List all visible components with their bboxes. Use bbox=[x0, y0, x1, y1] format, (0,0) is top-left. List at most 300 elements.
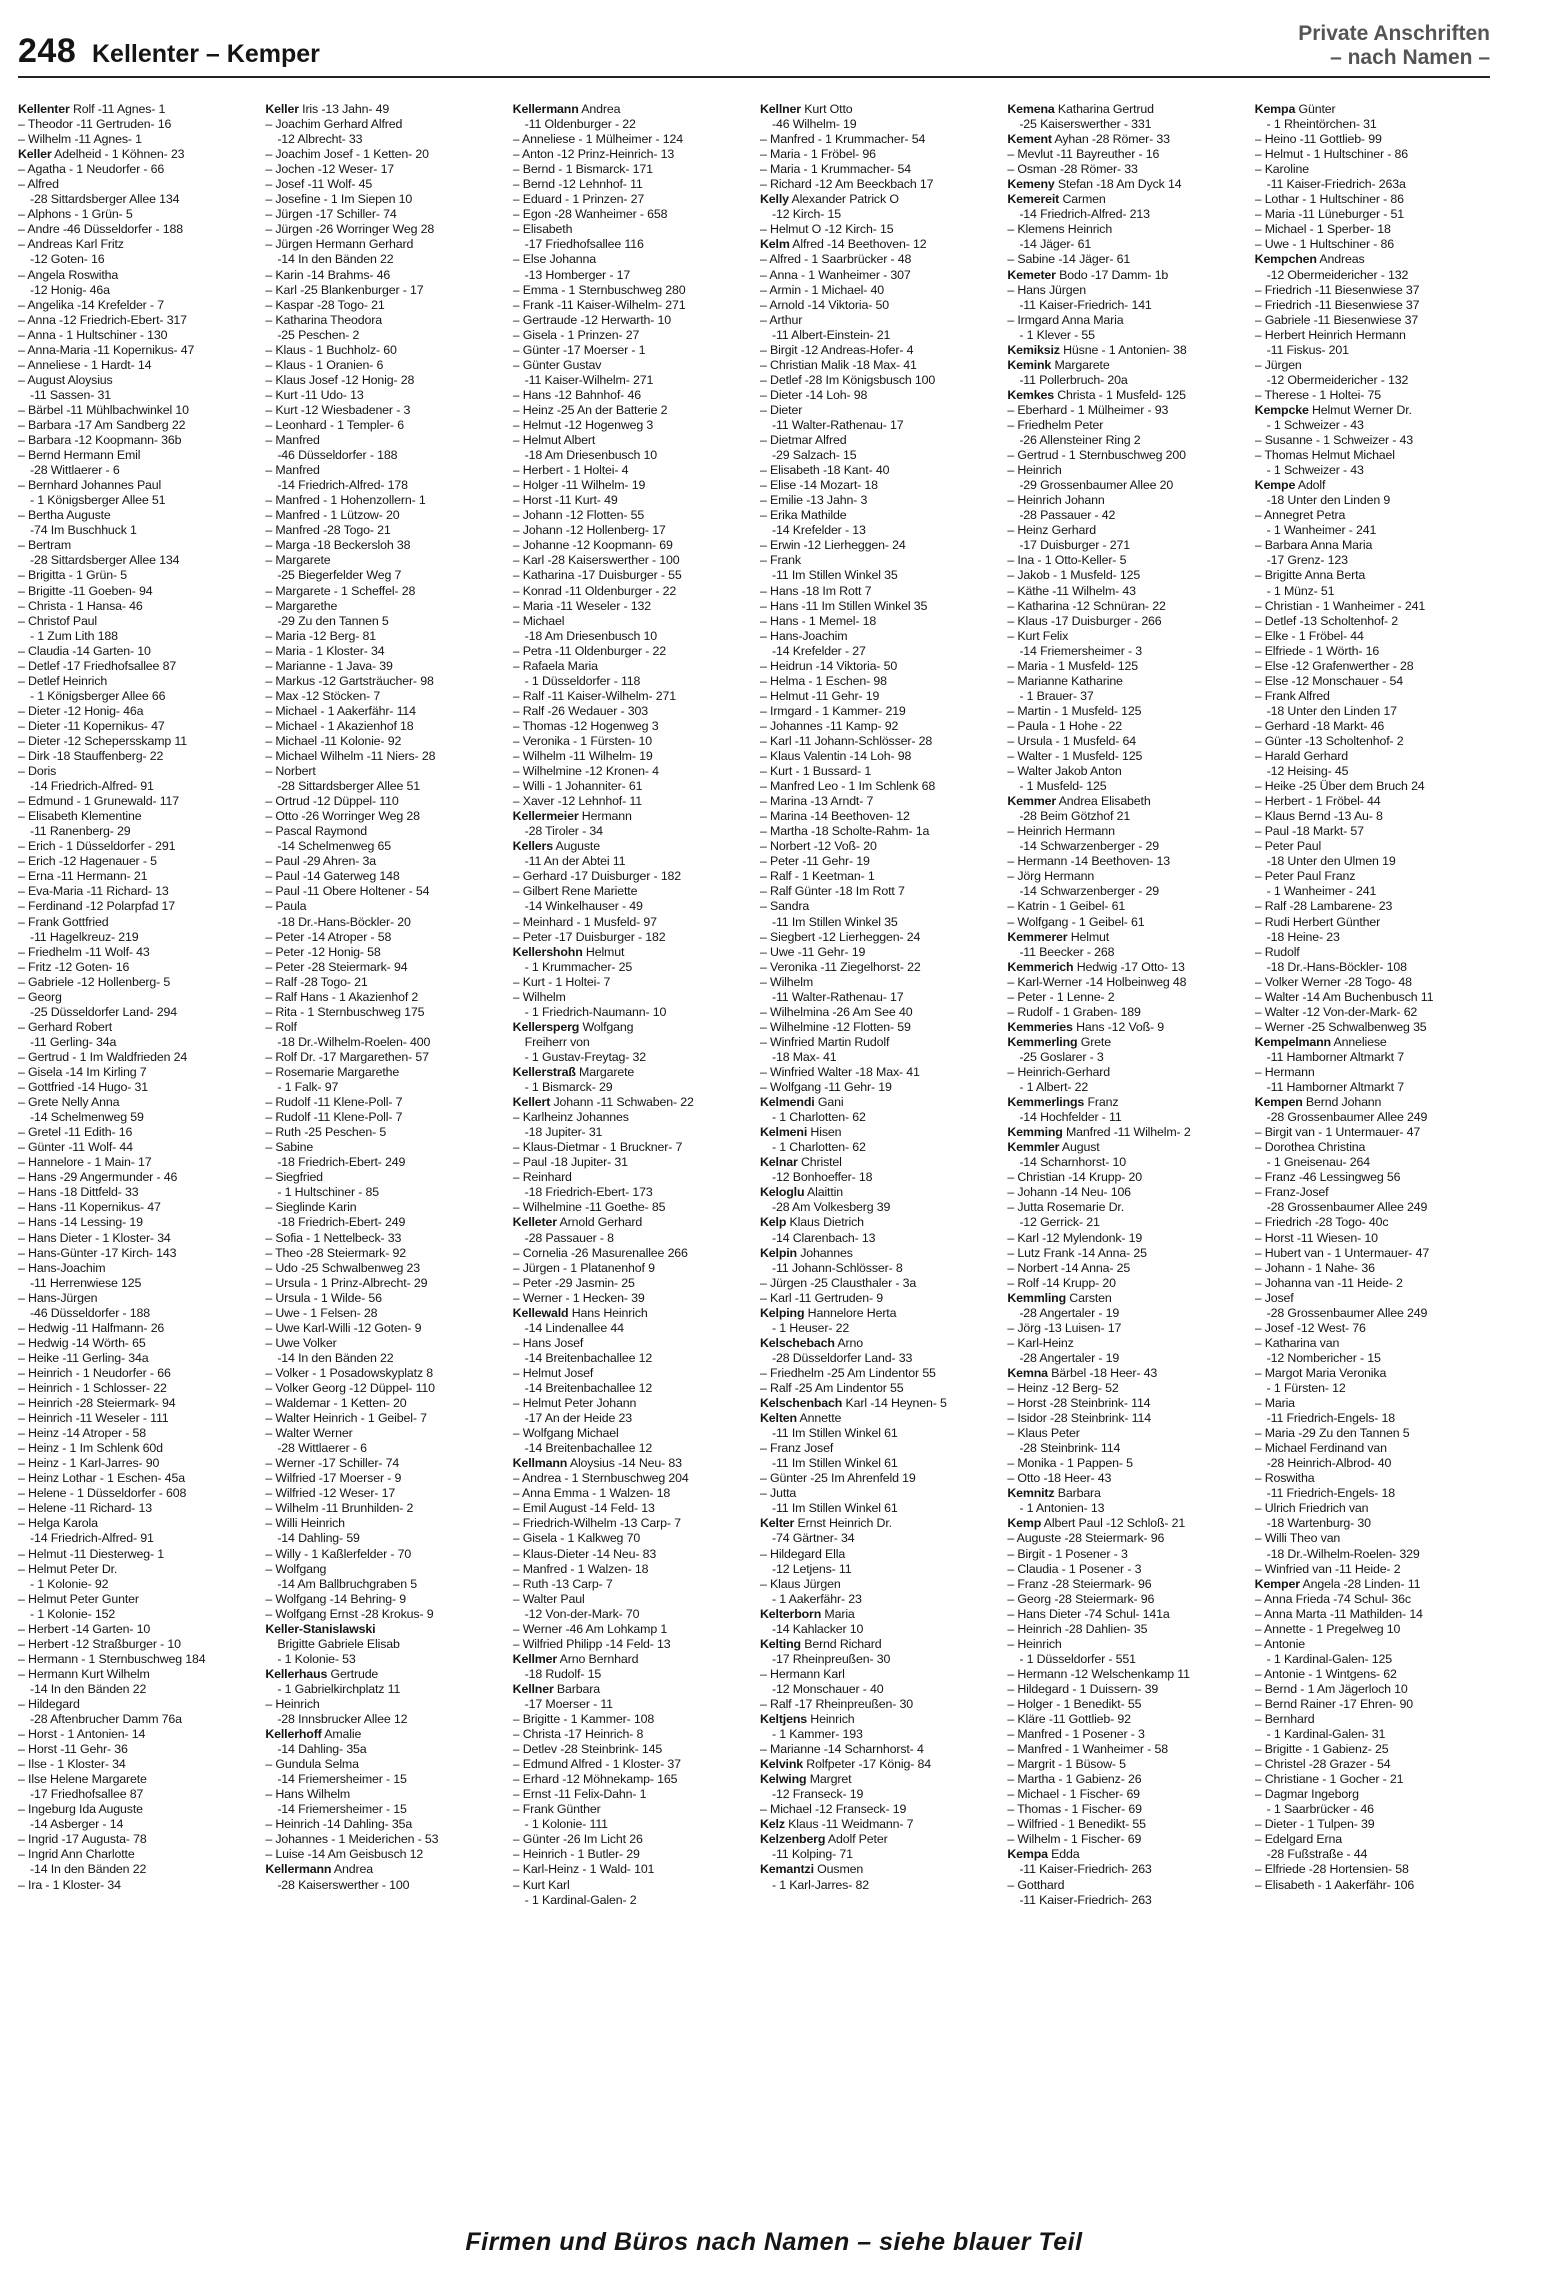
directory-entry bbox=[1007, 584, 1246, 599]
entry-text: Klaus Dietrich bbox=[786, 1215, 864, 1230]
entry-surname: Kelm bbox=[759, 237, 790, 252]
entry-text: Rudolf -11 Klene-Poll- 7 bbox=[275, 1095, 403, 1110]
directory-entry bbox=[760, 147, 999, 162]
entry-surname: Kemink bbox=[1007, 357, 1052, 372]
entry-text: -12 Monschauer - 40 bbox=[771, 1681, 884, 1696]
entry-text: -18 Dr.-Hans-Böckler- 108 bbox=[1266, 959, 1407, 974]
directory-entry bbox=[265, 1095, 504, 1110]
entry-text: Hedwig -11 Halfmann- 26 bbox=[28, 1320, 165, 1335]
directory-entry bbox=[1255, 1170, 1494, 1185]
directory-entry bbox=[265, 1592, 504, 1607]
entry-text: -11 Walter-Rathenau- 17 bbox=[771, 417, 904, 432]
directory-entry bbox=[1255, 403, 1494, 418]
directory-entry bbox=[513, 809, 752, 824]
directory-entry bbox=[513, 1291, 752, 1306]
directory-entry bbox=[1255, 734, 1494, 749]
directory-entry bbox=[760, 945, 999, 960]
entry-text: -11 Herrenwiese 125 bbox=[30, 1275, 142, 1290]
directory-entry bbox=[1255, 960, 1494, 975]
entry-text: Walter Jakob Anton bbox=[1017, 764, 1122, 779]
directory-entry bbox=[265, 945, 504, 960]
entry-text: - 1 Kolonie- 111 bbox=[524, 1817, 608, 1832]
directory-entry bbox=[265, 1682, 504, 1697]
directory-entry bbox=[1007, 478, 1246, 493]
entry-text: Wolfgang Michael bbox=[522, 1426, 619, 1441]
directory-entry bbox=[265, 1847, 504, 1862]
directory-entry bbox=[1007, 1697, 1246, 1712]
entry-text: Ousmen bbox=[813, 1862, 864, 1877]
entry-text: -28 Steinbrink- 114 bbox=[1019, 1441, 1121, 1456]
directory-entry bbox=[1007, 117, 1246, 132]
entry-text: -18 Friedrich-Ebert- 249 bbox=[277, 1215, 406, 1230]
directory-entry bbox=[760, 1878, 999, 1893]
entry-surname: Kelpin bbox=[759, 1245, 797, 1260]
entry-text: Hermann -14 Beethoven- 13 bbox=[1017, 854, 1170, 869]
entry-surname: Kemna bbox=[1007, 1365, 1048, 1380]
entry-text: Hüsne - 1 Antonien- 38 bbox=[1059, 342, 1187, 357]
directory-entry bbox=[1007, 1742, 1246, 1757]
entry-text: Katrin - 1 Geibel- 61 bbox=[1017, 899, 1126, 914]
directory-entry bbox=[760, 1516, 999, 1531]
entry-text: Heinrich-Gerhard bbox=[1017, 1065, 1110, 1079]
entry-text: Bärbel -18 Heer- 43 bbox=[1047, 1365, 1158, 1380]
directory-entry bbox=[265, 1110, 504, 1125]
entry-text: Brigitta - 1 Grün- 5 bbox=[28, 568, 127, 583]
entry-text: Heinrich bbox=[1017, 463, 1062, 478]
entry-text: -14 In den Bänden 22 bbox=[30, 1862, 147, 1877]
entry-text: -11 Johann-Schlösser- 8 bbox=[771, 1260, 903, 1275]
directory-entry bbox=[1007, 523, 1246, 538]
entry-text: -28 Beim Götzhof 21 bbox=[1019, 809, 1131, 824]
entry-text: Kurt -12 Wiesbadener - 3 bbox=[275, 402, 411, 417]
entry-text: Werner -17 Schiller- 74 bbox=[275, 1456, 400, 1471]
entry-text: Ferdinand -12 Polarpfad 17 bbox=[28, 899, 176, 914]
directory-entry bbox=[760, 884, 999, 899]
entry-text: Karl -14 Heynen- 5 bbox=[842, 1396, 947, 1411]
entry-text: Heidrun -14 Viktoria- 50 bbox=[770, 658, 898, 673]
directory-entry bbox=[1007, 1607, 1246, 1622]
directory-entry bbox=[18, 418, 257, 433]
directory-entry bbox=[513, 1652, 752, 1667]
entry-text: Volker Werner -28 Togo- 48 bbox=[1264, 974, 1412, 989]
entry-text: Gerhard -18 Markt- 46 bbox=[1264, 718, 1385, 733]
entry-surname: Keller bbox=[18, 147, 52, 162]
directory-entry bbox=[1007, 418, 1246, 433]
entry-text: -12 Goten- 16 bbox=[30, 252, 105, 267]
entry-text: - 1 Brauer- 37 bbox=[1019, 688, 1094, 703]
directory-entry bbox=[1255, 1607, 1494, 1622]
directory-entry bbox=[1255, 493, 1494, 508]
directory-entry bbox=[513, 990, 752, 1005]
directory-entry bbox=[1007, 313, 1246, 328]
directory-entry bbox=[1255, 1486, 1494, 1501]
entry-text: Arthur bbox=[769, 312, 803, 327]
directory-entry bbox=[1007, 1035, 1246, 1050]
entry-text: -46 Düsseldorfer - 188 bbox=[30, 1305, 150, 1320]
entry-text: Klaus-Dieter -14 Neu- 83 bbox=[522, 1546, 657, 1561]
entry-text: -17 Moerser - 11 bbox=[524, 1696, 613, 1711]
entry-text: -18 Friedrich-Ebert- 249 bbox=[277, 1155, 406, 1170]
entry-text: Michael -12 Franseck- 19 bbox=[770, 1802, 907, 1817]
entry-text: -25 Kaiserswerther - 331 bbox=[1019, 117, 1152, 132]
entry-text: Christiane - 1 Gocher - 21 bbox=[1264, 1772, 1404, 1787]
entry-text: -18 Am Driesenbusch 10 bbox=[524, 628, 658, 643]
entry-surname: Kelten bbox=[759, 1411, 797, 1426]
directory-entry bbox=[1007, 268, 1246, 283]
entry-text: -14 Krefelder - 13 bbox=[771, 523, 866, 538]
entry-text: Maria - 1 Kloster- 34 bbox=[275, 643, 385, 658]
directory-entry bbox=[513, 1802, 752, 1817]
directory-entry bbox=[760, 1577, 999, 1592]
entry-text: Wilfried -12 Weser- 17 bbox=[275, 1486, 396, 1501]
entry-text: Karl -28 Kaiserswerther - 100 bbox=[522, 553, 680, 568]
entry-text: Ingeburg Ida Auguste bbox=[28, 1802, 143, 1817]
entry-text: Werner -46 Am Lohkamp 1 bbox=[522, 1621, 668, 1636]
directory-entry bbox=[1255, 599, 1494, 614]
directory-entry bbox=[760, 1215, 999, 1230]
entry-text: Hans -29 Angermunder - 46 bbox=[28, 1170, 178, 1185]
entry-text: Paula - 1 Hohe - 22 bbox=[1017, 718, 1122, 733]
entry-text: Martin - 1 Musfeld- 125 bbox=[1017, 703, 1142, 718]
entry-text: Paul -18 Jupiter- 31 bbox=[522, 1155, 628, 1170]
directory-entry bbox=[513, 1321, 752, 1336]
directory-entry bbox=[1007, 1276, 1246, 1291]
entry-text: Peter -17 Duisburger - 182 bbox=[522, 929, 666, 944]
directory-entry bbox=[265, 915, 504, 930]
directory-entry bbox=[1255, 1862, 1494, 1877]
entry-text: Frank Gottfried bbox=[28, 914, 109, 929]
directory-entry bbox=[18, 1366, 257, 1381]
directory-entry bbox=[1007, 1110, 1246, 1125]
entry-text: Hedwig -14 Wörth- 65 bbox=[28, 1335, 146, 1350]
directory-entry bbox=[1007, 1185, 1246, 1200]
entry-text: Dieter - 1 Tulpen- 39 bbox=[1264, 1817, 1375, 1832]
entry-surname: Kelting bbox=[759, 1636, 801, 1651]
entry-text: -14 Am Ballbruchgraben 5 bbox=[277, 1576, 417, 1591]
entry-text: -11 Walter-Rathenau- 17 bbox=[771, 989, 904, 1004]
entry-text: Heinrich -11 Weseler - 111 bbox=[28, 1411, 169, 1426]
entry-text: -14 Breitenbachallee 12 bbox=[524, 1441, 653, 1456]
directory-entry bbox=[265, 553, 504, 568]
entry-surname: Kelz bbox=[759, 1817, 785, 1832]
directory-entry bbox=[1255, 1592, 1494, 1607]
entry-surname: Kellersperg bbox=[512, 1019, 580, 1034]
entry-text: Marina -14 Beethoven- 12 bbox=[770, 809, 910, 824]
entry-text: Albert Paul -12 Schloß- 21 bbox=[1041, 1516, 1186, 1531]
directory-entry bbox=[1007, 1757, 1246, 1772]
section-name: Private Anschriften bbox=[1298, 22, 1490, 45]
entry-text: Michael bbox=[522, 613, 565, 628]
directory-entry bbox=[513, 1607, 752, 1622]
directory-entry bbox=[18, 1261, 257, 1276]
entry-surname: Kempe bbox=[1254, 478, 1296, 493]
entry-text: -11 Albert-Einstein- 21 bbox=[771, 327, 891, 342]
directory-entry bbox=[513, 463, 752, 478]
entry-surname: Kemkes bbox=[1007, 387, 1054, 402]
entry-text: Wilhelm -11 Wilhelm- 19 bbox=[522, 749, 653, 764]
entry-text: Kaspar -28 Togo- 21 bbox=[275, 297, 385, 312]
entry-text: Erich -12 Hagenauer - 5 bbox=[28, 854, 157, 869]
entry-text: -14 Breitenbachallee 12 bbox=[524, 1380, 653, 1395]
directory-entry bbox=[265, 433, 504, 448]
directory-entry bbox=[18, 734, 257, 749]
entry-surname: Kellenter bbox=[18, 102, 70, 116]
entry-text: Günter -13 Scholtenhof- 2 bbox=[1264, 733, 1404, 748]
directory-entry bbox=[1255, 1802, 1494, 1817]
entry-text: - 1 Düsseldorfer - 118 bbox=[524, 673, 641, 688]
directory-entry bbox=[760, 1411, 999, 1426]
directory-entry bbox=[513, 1531, 752, 1546]
directory-entry bbox=[1255, 1291, 1494, 1306]
directory-entry bbox=[513, 1215, 752, 1230]
directory-entry bbox=[18, 433, 257, 448]
directory-entry bbox=[760, 1592, 999, 1607]
entry-text: Günter -11 Wolf- 44 bbox=[28, 1140, 133, 1155]
directory-entry bbox=[265, 1005, 504, 1020]
entry-text: Edda bbox=[1047, 1847, 1080, 1862]
entry-text: Gabriele -11 Biesenwiese 37 bbox=[1264, 312, 1419, 327]
directory-entry bbox=[760, 1080, 999, 1095]
directory-entry bbox=[760, 237, 999, 252]
entry-text: Rolf -14 Krupp- 20 bbox=[1017, 1275, 1116, 1290]
directory-entry bbox=[265, 734, 504, 749]
directory-entry bbox=[513, 1065, 752, 1080]
directory-entry bbox=[1007, 358, 1246, 373]
entry-text: Anton -12 Prinz-Heinrich- 13 bbox=[522, 147, 675, 162]
directory-entry bbox=[760, 343, 999, 358]
entry-text: Klaus Jürgen bbox=[770, 1576, 841, 1591]
directory-entry bbox=[1255, 644, 1494, 659]
directory-entry bbox=[18, 1712, 257, 1727]
entry-text: -28 Grossenbaumer Allee 249 bbox=[1266, 1110, 1428, 1125]
directory-entry bbox=[18, 1020, 257, 1035]
directory-entry bbox=[513, 1125, 752, 1140]
directory-entry bbox=[1007, 1456, 1246, 1471]
directory-entry bbox=[1255, 433, 1494, 448]
directory-entry bbox=[513, 433, 752, 448]
entry-text: -28 Sittardsberger Allee 134 bbox=[30, 192, 180, 207]
directory-entry bbox=[18, 779, 257, 794]
entry-text: Sabine bbox=[275, 1140, 314, 1155]
directory-entry bbox=[1007, 644, 1246, 659]
directory-entry bbox=[1007, 207, 1246, 222]
directory-entry bbox=[18, 1050, 257, 1065]
directory-entry bbox=[760, 975, 999, 990]
directory-entry bbox=[18, 764, 257, 779]
directory-entry bbox=[760, 1622, 999, 1637]
entry-text: -28 Angertaler - 19 bbox=[1019, 1350, 1120, 1365]
directory-entry bbox=[513, 343, 752, 358]
entry-text: Heinz -14 Atroper - 58 bbox=[28, 1426, 146, 1441]
footer-note: Firmen und Büros nach Namen – siehe blauer Teil bbox=[465, 2228, 1083, 2256]
entry-text: Christof Paul bbox=[28, 613, 98, 628]
entry-text: Bärbel -11 Mühlbachwinkel 10 bbox=[28, 402, 189, 417]
entry-text: Detlef -28 Im Königsbusch 100 bbox=[770, 372, 936, 387]
directory-entry bbox=[1255, 809, 1494, 824]
directory-entry bbox=[760, 1802, 999, 1817]
directory-entry bbox=[513, 117, 752, 132]
entry-text: Christian - 1 Wanheimer - 241 bbox=[1264, 598, 1426, 613]
entry-text: Ralf -28 Togo- 21 bbox=[275, 974, 368, 989]
entry-text: -28 Sittardsberger Allee 134 bbox=[30, 553, 180, 568]
entry-text: Franz Josef bbox=[770, 1441, 834, 1456]
entry-surname: Kemmerich bbox=[1007, 959, 1074, 974]
entry-text: Anna - 1 Hultschiner - 130 bbox=[27, 327, 168, 342]
directory-entry bbox=[265, 207, 504, 222]
entry-text: -28 Angertaler - 19 bbox=[1019, 1305, 1120, 1320]
directory-entry bbox=[265, 869, 504, 884]
entry-text: Bernd Hermann Emil bbox=[28, 448, 141, 463]
directory-entry bbox=[513, 779, 752, 794]
entry-text: -28 Kaiserswerther - 100 bbox=[277, 1877, 410, 1892]
directory-entry bbox=[265, 1652, 504, 1667]
entry-text: Johannes -11 Kamp- 92 bbox=[770, 718, 899, 733]
directory-entry bbox=[513, 283, 752, 298]
directory-entry bbox=[18, 1140, 257, 1155]
entry-text: Elke - 1 Fröbel- 44 bbox=[1264, 628, 1364, 643]
entry-text: Maria - 1 Fröbel- 96 bbox=[770, 147, 876, 162]
directory-entry bbox=[760, 1321, 999, 1336]
directory-entry bbox=[18, 1501, 257, 1516]
entry-text: Helmut Peter Dr. bbox=[28, 1561, 118, 1576]
directory-entry bbox=[18, 1652, 257, 1667]
entry-text: Kurt -11 Udo- 13 bbox=[275, 387, 364, 402]
entry-text: Elfriede - 1 Wörth- 16 bbox=[1264, 643, 1380, 658]
directory-entry bbox=[18, 1231, 257, 1246]
entry-text: Roswitha bbox=[1264, 1471, 1315, 1486]
directory-entry bbox=[513, 1155, 752, 1170]
directory-entry bbox=[1255, 975, 1494, 990]
directory-entry bbox=[760, 1547, 999, 1562]
entry-text: Maria bbox=[1264, 1396, 1295, 1411]
directory-entry bbox=[513, 1727, 752, 1742]
directory-entry bbox=[1007, 1817, 1246, 1832]
entry-text: Michael - 1 Aakerfähr- 114 bbox=[275, 703, 416, 718]
directory-entry bbox=[760, 268, 999, 283]
directory-entry bbox=[1007, 1005, 1246, 1020]
directory-entry bbox=[1255, 930, 1494, 945]
directory-entry bbox=[18, 1125, 257, 1140]
entry-text: -14 Schelmenweg 59 bbox=[30, 1110, 144, 1125]
directory-entry bbox=[513, 1110, 752, 1125]
entry-text: -12 Nombericher - 15 bbox=[1266, 1350, 1381, 1365]
entry-text: Herbert - 1 Holtei- 4 bbox=[522, 463, 629, 478]
entry-text: Peter -14 Atroper - 58 bbox=[275, 929, 392, 944]
entry-text: Arnold Gerhard bbox=[556, 1215, 643, 1230]
entry-text: Ursula - 1 Wilde- 56 bbox=[275, 1290, 382, 1305]
entry-text: -25 Peschen- 2 bbox=[277, 327, 360, 342]
directory-entry bbox=[1255, 1501, 1494, 1516]
directory-entry bbox=[1007, 252, 1246, 267]
entry-text: -11 Kaiser-Friedrich- 141 bbox=[1019, 297, 1152, 312]
directory-entry bbox=[265, 268, 504, 283]
directory-entry bbox=[513, 1426, 752, 1441]
entry-text: Brigitte - 1 Kammer- 108 bbox=[522, 1712, 655, 1727]
entry-text: Gabriele -12 Hollenberg- 5 bbox=[28, 974, 171, 989]
directory-entry bbox=[760, 1652, 999, 1667]
directory-entry bbox=[265, 252, 504, 267]
directory-entry bbox=[513, 237, 752, 252]
directory-entry bbox=[18, 689, 257, 704]
entry-text: Ralf -25 Am Lindentor 55 bbox=[770, 1380, 904, 1395]
entry-text: -28 Grossenbaumer Allee 249 bbox=[1266, 1305, 1428, 1320]
entry-text: Wilfried - 1 Benedikt- 55 bbox=[1017, 1817, 1146, 1832]
directory-entry bbox=[265, 1727, 504, 1742]
entry-text: Günter Gustav bbox=[522, 357, 602, 372]
entry-text: Andre -46 Düsseldorfer - 188 bbox=[27, 222, 183, 237]
directory-entry bbox=[513, 1667, 752, 1682]
directory-entry bbox=[1007, 1411, 1246, 1426]
directory-entry bbox=[265, 1757, 504, 1772]
directory-entry bbox=[513, 854, 752, 869]
directory-entry bbox=[1007, 1531, 1246, 1546]
directory-entry bbox=[1007, 1501, 1246, 1516]
entry-text: Hermann -12 Welschenkamp 11 bbox=[1017, 1666, 1190, 1681]
entry-text: Horst -11 Kurt- 49 bbox=[522, 493, 618, 508]
entry-text: Egon -28 Wanheimer - 658 bbox=[522, 207, 668, 222]
entry-text: Heinz Gerhard bbox=[1017, 523, 1096, 538]
directory-entry bbox=[513, 207, 752, 222]
entry-surname: Kempa bbox=[1254, 102, 1296, 116]
directory-entry bbox=[1007, 343, 1246, 358]
entry-text: Wilhelm - 1 Fischer- 69 bbox=[1017, 1832, 1142, 1847]
directory-entry bbox=[1007, 102, 1246, 117]
directory-entry bbox=[1007, 1215, 1246, 1230]
entry-text: Meinhard - 1 Musfeld- 97 bbox=[522, 914, 657, 929]
entry-text: Sandra bbox=[770, 899, 810, 914]
directory-entry bbox=[18, 1456, 257, 1471]
directory-entry bbox=[760, 749, 999, 764]
entry-text: Uwe - 1 Hultschiner - 86 bbox=[1264, 237, 1394, 252]
directory-entry bbox=[760, 704, 999, 719]
entry-text: Grete bbox=[1077, 1034, 1111, 1049]
directory-entry bbox=[760, 433, 999, 448]
entry-text: Detlef -17 Friedhofsallee 87 bbox=[28, 658, 177, 673]
entry-text: -14 Friemersheimer - 15 bbox=[277, 1802, 407, 1817]
directory-entry bbox=[265, 418, 504, 433]
directory-entry bbox=[1007, 1667, 1246, 1682]
directory-entry bbox=[1007, 448, 1246, 463]
directory-entry bbox=[1007, 1381, 1246, 1396]
entry-text: -18 Dr.-Hans-Böckler- 20 bbox=[277, 914, 411, 929]
entry-text: -18 Unter den Linden 17 bbox=[1266, 703, 1397, 718]
directory-entry bbox=[513, 960, 752, 975]
entry-text: Margarete bbox=[275, 553, 331, 568]
directory-entry bbox=[265, 222, 504, 237]
entry-text: -25 Goslarer - 3 bbox=[1019, 1049, 1104, 1064]
directory-entry bbox=[18, 719, 257, 734]
entry-text: Barbara -12 Koopmann- 36b bbox=[28, 433, 182, 448]
entry-text: -28 Fußstraße - 44 bbox=[1266, 1847, 1368, 1862]
directory-entry bbox=[1255, 1772, 1494, 1787]
entry-text: Wolfgang -14 Behring- 9 bbox=[275, 1591, 407, 1606]
directory-entry bbox=[265, 1426, 504, 1441]
directory-entry bbox=[1255, 1652, 1494, 1667]
entry-text: Johann -12 Hollenberg- 17 bbox=[522, 523, 666, 538]
directory-entry bbox=[513, 884, 752, 899]
directory-entry bbox=[513, 1276, 752, 1291]
directory-entry bbox=[760, 1050, 999, 1065]
directory-column-6 bbox=[1255, 102, 1494, 2132]
entry-text: -11 Oldenburger - 22 bbox=[524, 117, 636, 132]
entry-text: Lutz Frank -14 Anna- 25 bbox=[1017, 1245, 1147, 1260]
entry-text: Gisela - 1 Kalkweg 70 bbox=[522, 1531, 641, 1546]
directory-entry bbox=[1007, 553, 1246, 568]
directory-entry bbox=[265, 1878, 504, 1893]
entry-text: Joachim Josef - 1 Ketten- 20 bbox=[275, 147, 429, 162]
entry-text: Heinrich -14 Dahling- 35a bbox=[275, 1817, 413, 1832]
directory-entry bbox=[18, 1817, 257, 1832]
